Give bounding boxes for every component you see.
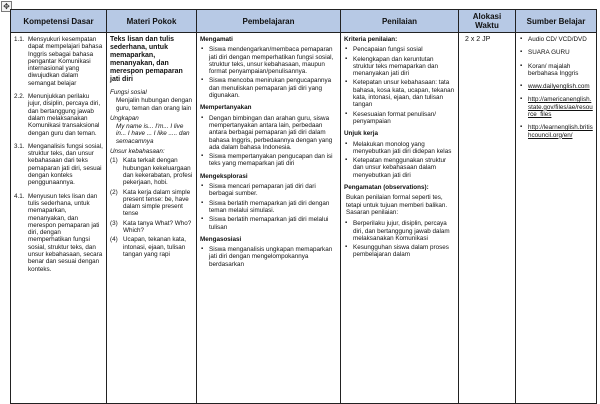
materi-title: Teks lisan dan tulis sederhana, untuk memaparkan, menanyakan, dan merespon pemaparan jati diri: [110, 36, 183, 83]
list-item: ▪ Pencapaian fungsi sosial: [344, 46, 455, 53]
list-item: ▪ Kelengkapan dan keruntutan struktur teks memaparkan dan menanyakan jati diri: [344, 56, 455, 78]
source-item: ▪ Audio CD/ VCD/DVD: [519, 36, 593, 43]
header-materi: Materi Pokok: [107, 10, 197, 33]
unsur-item: (2) Kata kerja dalam simple present tense: be, have dalam simple present tense: [110, 188, 191, 218]
list-item: ▪ Kesungguhan siswa dalam proses pembelajaran dalam: [344, 244, 455, 259]
kd-item: 1.1. Mensyukuri kesempatan dapat mempelajari bahasa Inggris sebagai bahasa pengantar Komunikasi internasional yang diwujudkan dalam semangat belajar: [14, 36, 103, 87]
kd-item: 2.2. Menunjukkan perilaku jujur, disiplin, percaya diri, dan bertanggung jawab dalam melaksanakan Komunikasi transaksional dengan guru dan teman.: [14, 93, 101, 137]
list-item: ▪ Siswa mendengarkan/membaca pemaparan jati diri dengan memperhatikan fungsi sosial, struktur teks, unsur kebahasaan, maupun format penyampaian/penulisannya.: [200, 46, 337, 75]
list-item: ▪ Siswa berlatih memaparkan jati diri melalui tulisan: [200, 216, 337, 231]
list-item: ▪ Siswa berlatih memaparkan jati diri dengan teman melalui simulasi.: [200, 200, 337, 215]
source-link[interactable]: ▪ www.dailyenglish.com: [519, 83, 593, 90]
header-kompetensi: Kompetensi Dasar: [11, 10, 107, 33]
pembelajaran-cell[interactable]: [197, 33, 341, 404]
penilaian-cell[interactable]: [341, 33, 459, 404]
kompetensi-cell[interactable]: [11, 33, 107, 404]
header-row: [11, 10, 597, 33]
content-row: [11, 33, 597, 404]
unsur-item: (4) Ucapan, tekanan kata, intonasi, ejaan, tulisan tangan yang rapi: [110, 236, 187, 258]
header-sumber: Sumber Belajar: [516, 10, 597, 33]
kd-item: 4.1. Menyusun teks lisan dan tulis sederhana, untuk memaparkan, menanyakan, dan merespon pemaparan jati diri, dengan memperhatikan fungsi sosial, struktur teks, dan unsur kebahasaan, secara benar dan sesuai dengan konteks.: [14, 192, 103, 273]
list-item: ▪ Siswa mencoba menirukan pengucapannya dan menuliskan pemaparan jati diri yang digunakan.: [200, 77, 337, 99]
source-item: ▪ SUARA GURU: [519, 49, 593, 56]
sumber-cell[interactable]: [516, 33, 597, 404]
unsur-item: (1) Kata terkait dengan hubungan kekeluargaan dan kekerabatan, profesi pekerjaan, hobi.: [110, 157, 193, 187]
section-mengasosiasi: Mengasosiasi: [200, 235, 242, 243]
kd-item: 3.1. Menganalisis fungsi sosial, struktur teks, dan unsur kebahasaan dari teks pemaparan jati diri, sesuai dengan konteks penggunaannya.: [14, 142, 103, 187]
source-item: ▪ Koran/ majalah berbahasa Inggris: [519, 63, 593, 78]
unjuk-label: Unjuk kerja: [344, 130, 378, 138]
unsur-item: (3) Kata tanya What? Who? Which?: [110, 219, 192, 235]
list-item: ▪ Dengan bimbingan dan arahan guru, siswa mempertanyakan antara lain, perbedaan antara berbagai pemaparan jati diri dalam bahasa Inggris, perbedaannya dengan yang ada dalam bahasa Indonesia.: [200, 115, 337, 151]
kriteria-label: Kriteria penilaian:: [344, 36, 398, 43]
list-item: ▪ Siswa menganalisis ungkapan memaparkan jati diri dengan mengelompokannya berdasarkan: [200, 246, 337, 268]
list-item: ▪ Kesesuaian format penulisan/ penyampaian: [344, 111, 455, 126]
syllabus-table: [10, 9, 597, 404]
list-item: ▪ Siswa mempertanyakan pengucapan dan isi teks yang memaparkan jati diri: [200, 153, 337, 168]
table-move-handle-icon[interactable]: ✥: [1, 1, 12, 12]
source-link[interactable]: ▪ http://learnenglish.britishcouncil.org/en/: [519, 124, 593, 139]
list-item: ▪ Ketepatan menggunakan struktur dan unsur kebahasaan dalam menyebutkan jati diri: [344, 157, 455, 179]
list-item: ▪ Siswa mencari pemaparan jati diri dari berbagai sumber.: [200, 183, 337, 198]
list-item: ▪ Berperilaku jujur, disiplin, percaya diri, dan bertanggung jawab dalam melaksanakan Komunikasi: [344, 220, 455, 242]
fungsi-label: Fungsi sosial: [110, 89, 147, 96]
alokasi-cell[interactable]: [459, 33, 516, 404]
section-mengeksplorasi: Mengeksplorasi: [200, 172, 248, 180]
list-item: ▪ Melakukan monolog yang menyebutkan jati diri didepan kelas: [344, 141, 455, 156]
source-link[interactable]: ▪ http://americanenglish.state.gov/files/ae/resource_files: [519, 96, 593, 118]
materi-cell[interactable]: [107, 33, 197, 404]
pengamatan-label: Pengamatan (observations):: [344, 184, 429, 192]
alokasi-value: 2 x 2 JP: [465, 36, 491, 43]
list-item: ▪ Ketepatan unsur kebahasaan: tata bahasa, kosa kata, ucapan, tekanan kata, intonasi, ejaan, dan tulisan tangan: [344, 79, 455, 108]
fungsi-text: Menjalin hubungan dengan guru, teman dan orang lain: [116, 97, 192, 112]
header-penilaian: Penilaian: [341, 10, 459, 33]
section-mempertanyakan: Mempertanyakan: [200, 104, 252, 112]
unsur-label: Unsur kebahasaan:: [110, 148, 165, 156]
ungkapan-text: My name is... I'm... I live in... I have ... I like ..... dan semacamnya: [116, 123, 190, 145]
ungkapan-label: Ungkapan: [110, 114, 139, 122]
section-mengamati: Mengamati: [200, 36, 233, 43]
header-pembelajaran: Pembelajaran: [197, 10, 341, 33]
header-alokasi: Alokasi Waktu: [459, 10, 516, 33]
pengamatan-text: Bukan penilaian formal seperti tes, tetapi untuk tujuan memberi balikan. Sasaran penilaian:: [346, 194, 448, 216]
